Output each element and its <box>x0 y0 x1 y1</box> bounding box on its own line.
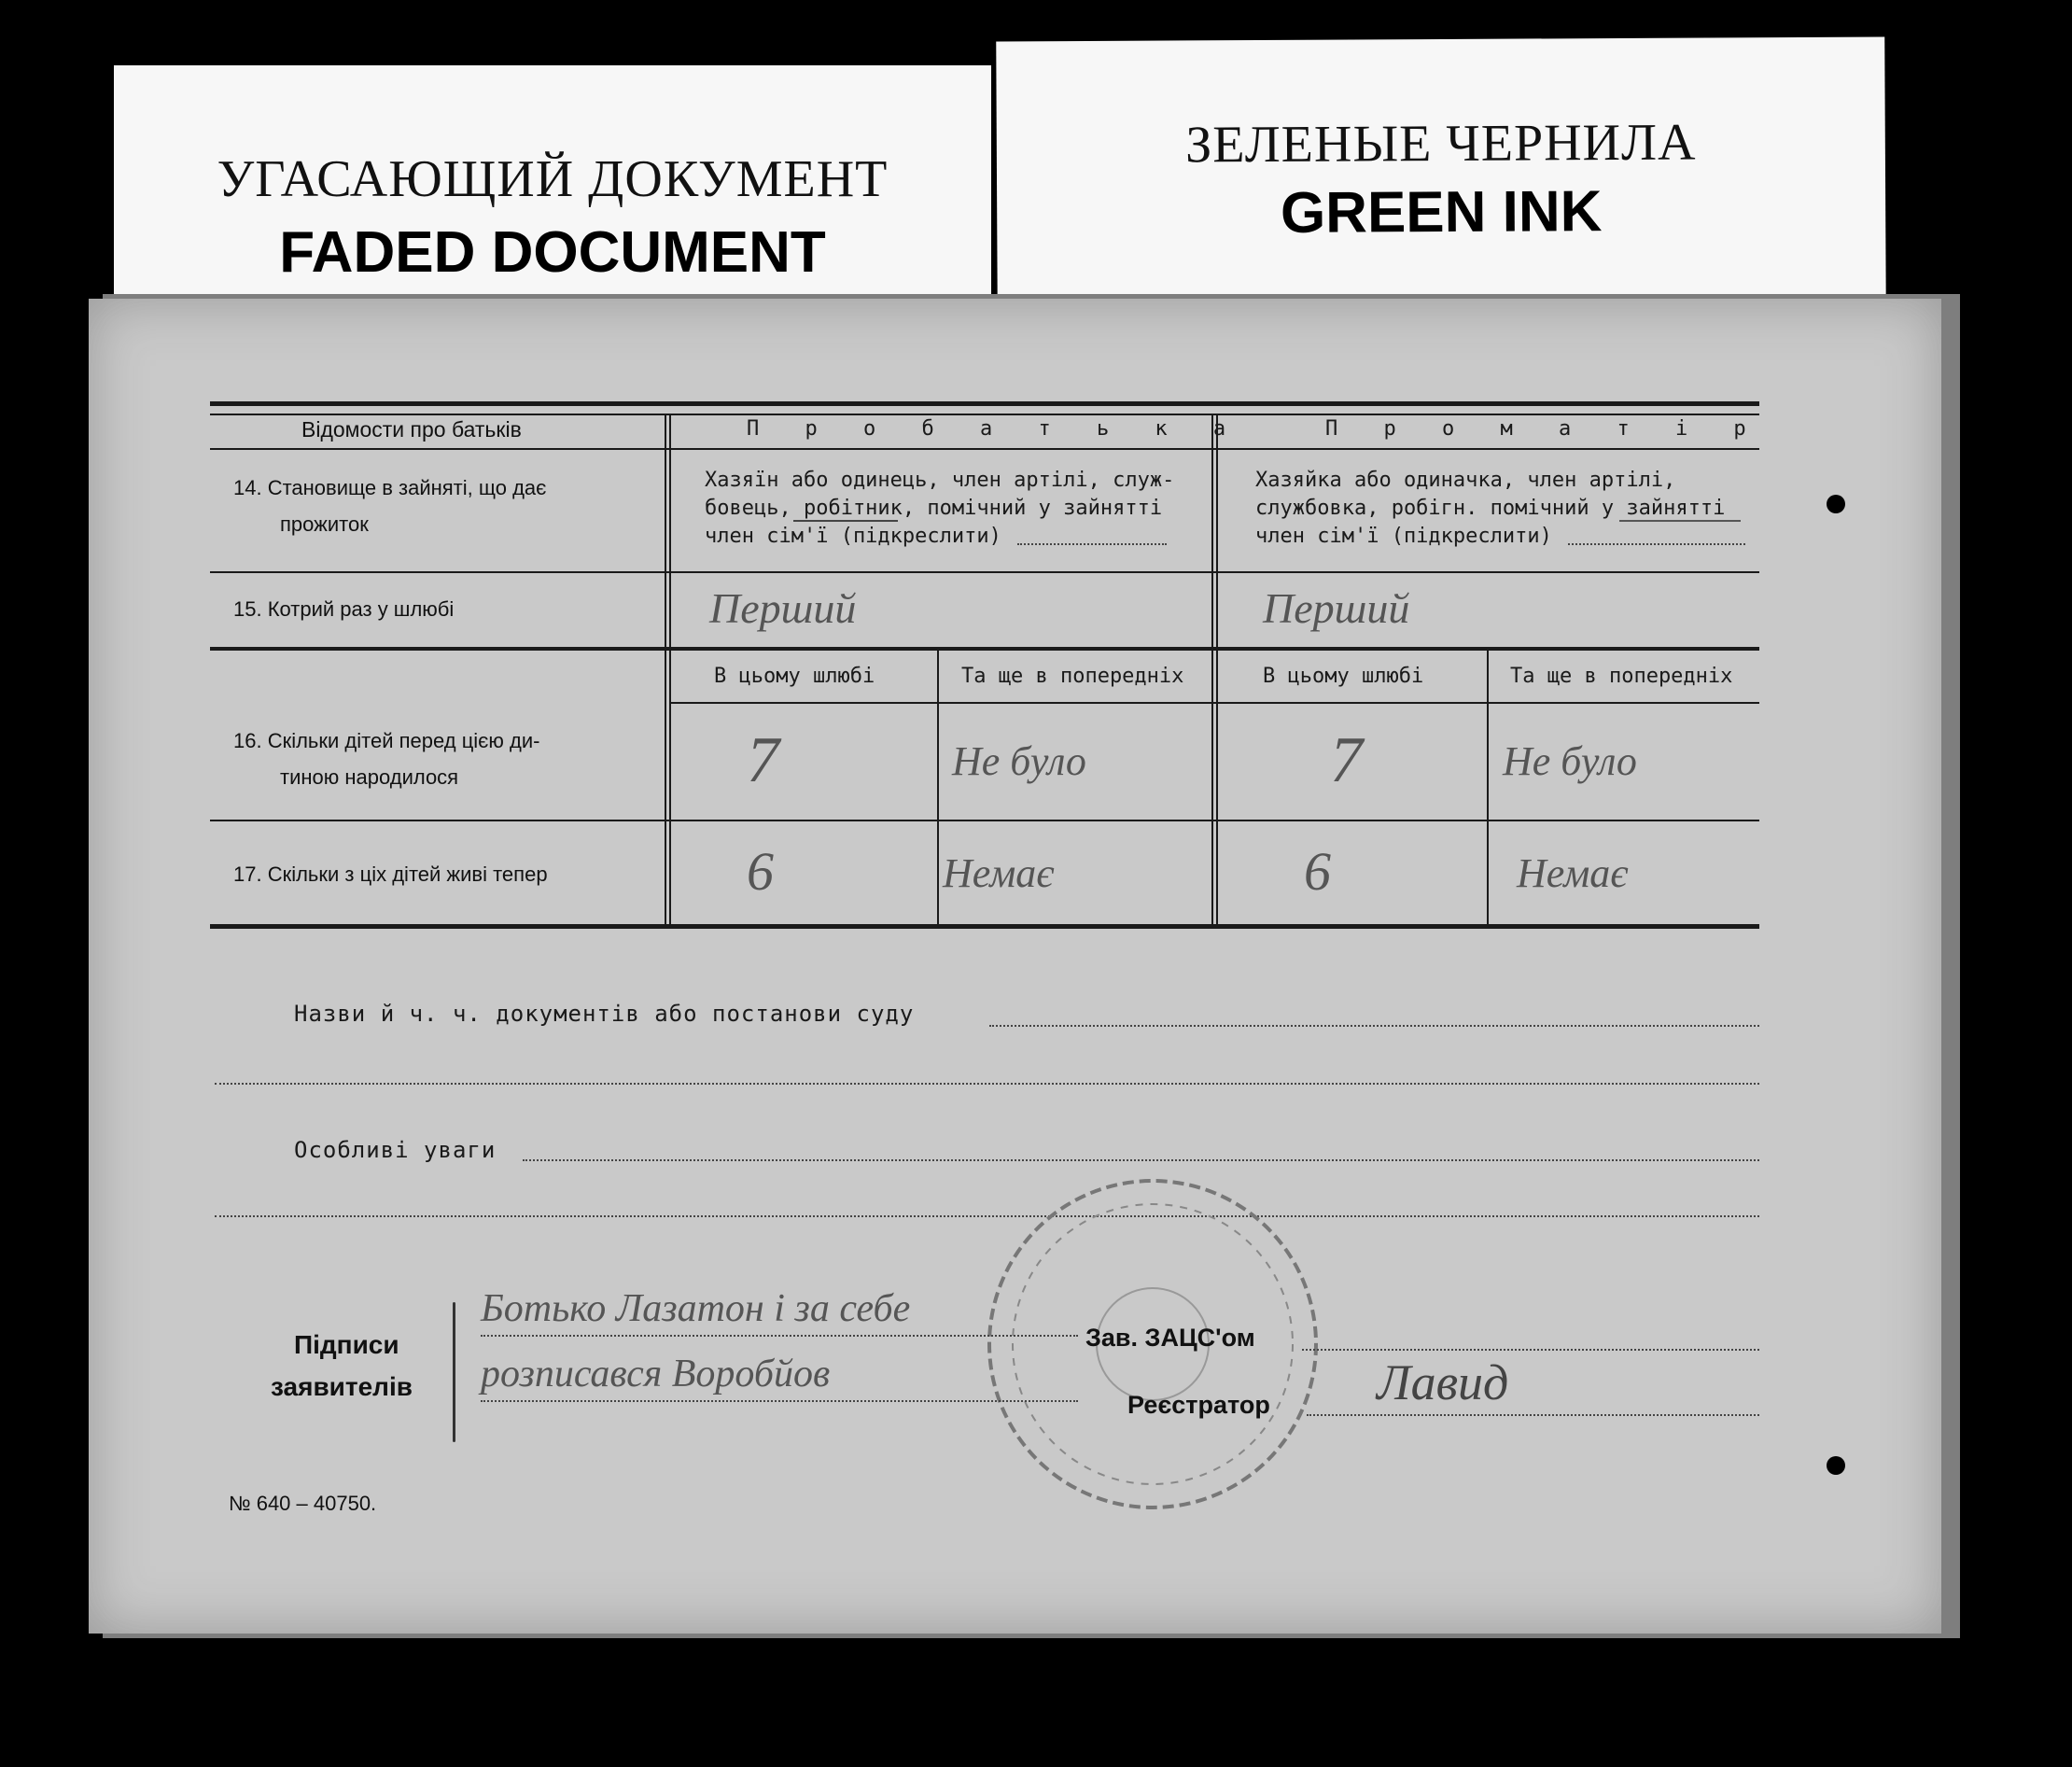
faded-label-en: FADED DOCUMENT <box>279 220 826 285</box>
applicant-signature-2: розписався Воробйов <box>481 1353 831 1395</box>
row17-father-this: 6 <box>747 841 774 902</box>
faded-document-label <box>114 65 991 317</box>
row16-label-2: тиною народилося <box>280 765 459 789</box>
row15-father-value: Перший <box>709 584 857 632</box>
punch-hole <box>1827 1456 1845 1475</box>
table-bottom-rule <box>210 924 1759 929</box>
row14-mother-line3: член сім'ї (підкреслити) <box>1255 525 1552 548</box>
row16-label-1: 16. Скільки дітей перед цією ди- <box>233 729 540 752</box>
green-label-en: GREEN INK <box>1280 179 1603 245</box>
col-rule-1 <box>665 415 666 926</box>
subheader-previous-mother: Та ще в попередніх <box>1510 665 1733 688</box>
row17-mother-this: 6 <box>1304 841 1331 902</box>
row17-label: 17. Скільки з ціх дітей живі тепер <box>233 862 548 886</box>
underline-mother <box>1619 520 1741 522</box>
row14-label-2: прожиток <box>280 512 369 536</box>
header-about-father: П р о б а т ь к а <box>747 417 1243 441</box>
row14-father-line1: Хазяїн або одинець, член артілі, служ- <box>705 469 1175 492</box>
signature-dots-2 <box>481 1400 1078 1402</box>
row15-label: 15. Котрий раз у шлюбі <box>233 597 455 621</box>
signature-bracket <box>453 1302 455 1442</box>
subheader-this-marriage-mother: В цьому шлюбі <box>1263 665 1424 688</box>
form-number: № 640 – 40750. <box>229 1492 377 1515</box>
subheader-rule <box>669 702 1759 704</box>
header-rule <box>210 448 1759 450</box>
row16-mother-this: 7 <box>1330 724 1363 796</box>
table-top-rule-thin <box>210 414 1759 415</box>
form-sheet <box>89 299 1941 1634</box>
row17-father-previous: Немає <box>943 850 1055 896</box>
row16-mother-previous: Не було <box>1503 738 1637 784</box>
row16-father-this: 7 <box>747 724 779 796</box>
documents-dots-2 <box>215 1083 1759 1085</box>
row14-father-line3: член сім'ї (підкреслити) <box>705 525 1001 548</box>
row15-rule <box>210 647 1759 651</box>
registrar-label: Реєстратор <box>1127 1391 1270 1419</box>
row14-rule <box>210 571 1759 573</box>
subheader-this-marriage-father: В цьому шлюбі <box>714 665 875 688</box>
col-rule-2b <box>1216 415 1218 926</box>
documents-dots-1 <box>989 1025 1759 1027</box>
row14-mother-line1: Хазяйка або одиначка, член артілі, <box>1255 469 1676 492</box>
registrar-signature-dots <box>1307 1414 1759 1416</box>
row14-mother-dots <box>1568 543 1745 545</box>
documents-label: Назви й ч. ч. документів або постанови суду <box>294 1001 915 1027</box>
row16-father-previous: Не було <box>952 738 1086 784</box>
col-rule-mother-split <box>1487 649 1489 926</box>
punch-hole <box>1827 495 1845 513</box>
head-signature-dots <box>1302 1349 1759 1351</box>
row16-rule <box>210 820 1759 821</box>
faded-label-ru: УГАСАЮЩИЙ ДОКУМЕНТ <box>217 150 889 208</box>
row14-father-dots <box>1017 543 1167 545</box>
green-label-ru: ЗЕЛЕНЫЕ ЧЕРНИЛА <box>1185 113 1697 175</box>
col-rule-2 <box>1211 415 1213 926</box>
green-ink-label <box>996 37 1886 313</box>
applicant-signature-1: Ботько Лазатон і за себе <box>481 1287 911 1330</box>
row14-label-1: 14. Становище в зайняті, що дає <box>233 476 547 499</box>
col-rule-father-split <box>937 649 939 926</box>
col-rule-1b <box>669 415 671 926</box>
underline-worker-father <box>793 520 898 522</box>
row17-mother-previous: Немає <box>1517 850 1629 896</box>
signature-dots-1 <box>481 1335 1078 1337</box>
head-of-registry-label: Зав. ЗАЦС'ом <box>1085 1324 1255 1352</box>
header-parents-info: Відомости про батьків <box>301 417 522 442</box>
row14-father-line2: бовець, робітник, помічний у зайнятті <box>705 497 1163 520</box>
header-about-mother: П р о м а т і р <box>1325 417 1763 441</box>
signatures-label-2: заявителів <box>271 1372 413 1401</box>
subheader-previous-father: Та ще в попередніх <box>961 665 1184 688</box>
remarks-label: Особливі уваги <box>294 1137 497 1163</box>
row15-mother-value: Перший <box>1263 584 1410 632</box>
signatures-label-1: Підписи <box>294 1330 399 1359</box>
registrar-signature: Лавид <box>1377 1354 1509 1410</box>
table-top-rule <box>210 401 1759 406</box>
remarks-dots-1 <box>523 1159 1759 1161</box>
row14-mother-line2: службовка, робігн. помічний у зайнятті <box>1255 497 1726 520</box>
